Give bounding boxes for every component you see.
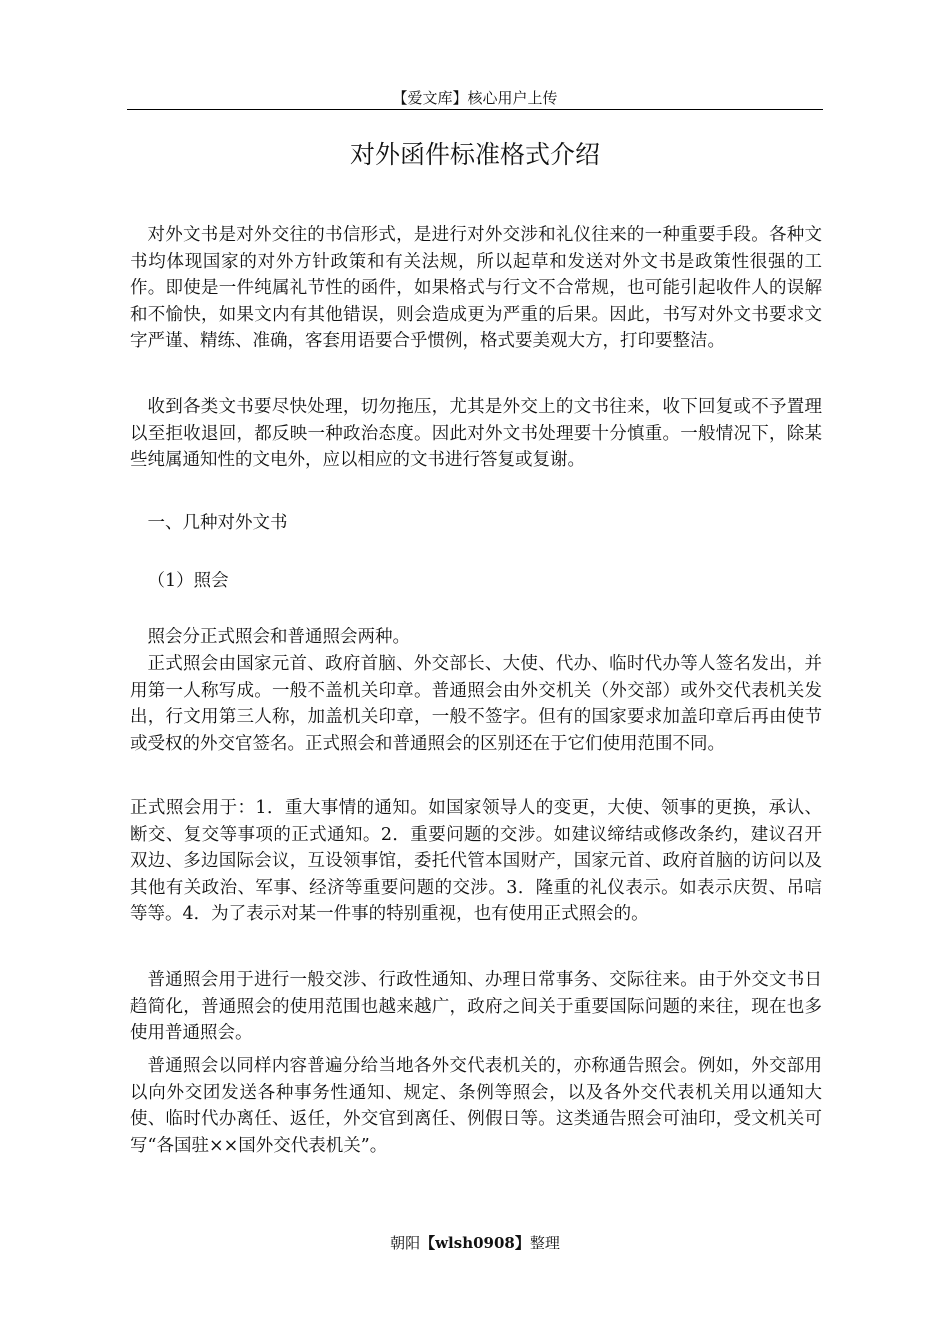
subsection-heading: （1）照会 (147, 571, 229, 591)
paragraph-circular-note: 普通照会以同样内容普遍分给当地各外交代表机关的，亦称通告照会。例如，外交部用以向外交团发送各种事务性通知、规定、条例等照会，以及各外交代表机关用以通知大使、临时代办离任、返任，外交官到离任、例假日等。这类通告照会可油印，受文机关可写“各国驻××国外交代表机关”。 (130, 1056, 822, 1156)
footer-bold: 【wlsh0908】 (420, 1234, 530, 1252)
paragraph-ordinary-note: 普通照会用于进行一般交涉、行政性通知、办理日常事务、交际往来。由于外交文书日趋简化，普通照会的使用范围也越来越广，政府之间关于重要国际问题的来往，现在也多使用普通照会。 (130, 970, 822, 1043)
paragraph-note-types: 照会分正式照会和普通照会两种。 (147, 627, 410, 647)
footer-prefix: 朝阳 (390, 1234, 421, 1252)
paragraph-intro: 对外文书是对外交往的书信形式，是进行对外交涉和礼仪往来的一种重要手段。各种文书均体现国家的对外方针政策和有关法规，所以起草和发送对外文书是政策性很强的工作。即使是一件纯属礼节性的函件，如果格式与行文不合常规，也可能引起收件人的误解和不愉快，如果文内有其他错误，则会造成更为严重的后果。因此，书写对外文书要求文字严谨、精练、准确，客套用语要合乎惯例，格式要美观大方，打印要整洁。 (130, 225, 822, 351)
paragraph-formal-note: 正式照会由国家元首、政府首脑、外交部长、大使、代办、临时代办等人签名发出，并用第一人称写成。一般不盖机关印章。普通照会由外交机关（外交部）或外交代表机关发出，行文用第三人称，加盖机关印章，一般不签字。但有的国家要求加盖印章后再由使节或受权的外交官签名。正式照会和普通照会的区别还在于它们使用范围不同。 (130, 654, 822, 754)
page-footer (0, 1233, 950, 1253)
document-title: 对外函件标准格式介绍 (349, 140, 600, 169)
header-rule (127, 109, 823, 110)
paragraph-formal-uses: 正式照会用于：1．重大事情的通知。如国家领导人的变更，大使、领事的更换，承认、断交、复交等事项的正式通知。2．重要问题的交涉。如建议缔结或修改条约，建议召开双边、多边国际会议，互设领事馆，委托代管本国财产，国家元首、政府首脑的访问以及其他有关政治、军事、经济等重要问题的交涉。3．隆重的礼仪表示。如表示庆贺、吊唁等等。4．为了表示对某一件事的特别重视，也有使用正式照会的。 (130, 798, 822, 924)
section-heading: 一、几种对外文书 (147, 513, 288, 533)
footer-suffix: 整理 (529, 1234, 560, 1252)
page-header: 【爱文库】核心用户上传 (392, 89, 558, 107)
paragraph-handling: 收到各类文书要尽快处理，切勿拖压，尤其是外交上的文书往来，收下回复或不予置理以至拒收退回，都反映一种政治态度。因此对外文书处理要十分慎重。一般情况下，除某些纯属通知性的文电外，应以相应的文书进行答复或复谢。 (130, 397, 822, 470)
